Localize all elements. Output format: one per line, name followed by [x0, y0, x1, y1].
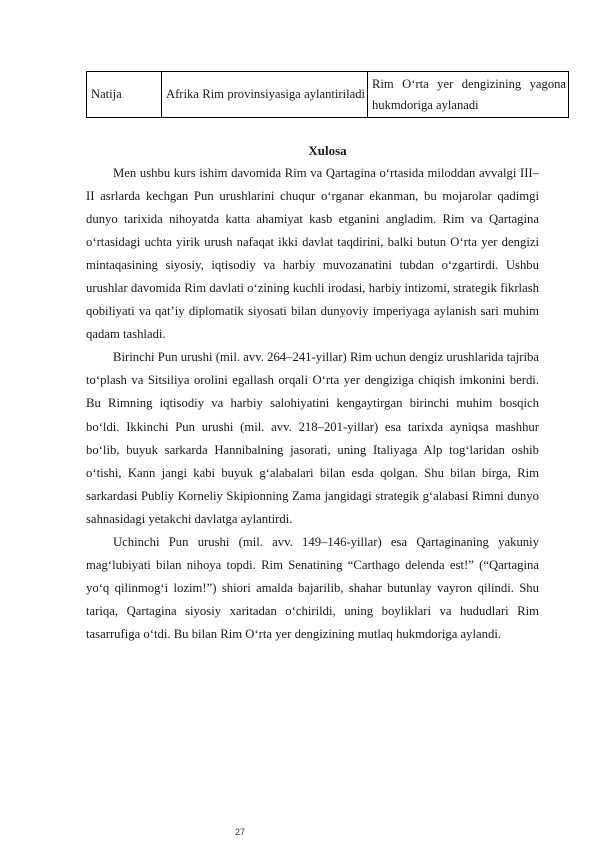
table-row — [87, 72, 569, 118]
paragraph-1: Men ushbu kurs ishim davomida Rim va Qartagina o‘rtasida miloddan avvalgi III–II asrlarda kechgan Pun urushlarini chuqur o‘rganar ekanman, bu mojarolar qadimgi dunyo tarixida nihoyatda katta ahamiyat kasb etganini angladim. Rim va Qartagina o‘rtasidagi uchta yirik urush nafaqat ikki davlat taqdirini, balki butun O‘rta yer dengizi mintaqasining siyosiy, iqtisodiy va harbiy muvozanatini tubdan o‘zgartirdi. Ushbu urushlar davomida Rim davlati o‘zining kuchli irodasi, harbiy intizomi, strategik fikrlash qobiliyati va qat’iy diplomatik siyosati bilan dunyoviy imperiyaga aylanish sari muhim qadam tashladi. — [86, 166, 539, 342]
comparison-table-row — [86, 71, 569, 118]
paragraph-2: Birinchi Pun urushi (mil. avv. 264–241-yillar) Rim uchun dengiz urushlarida tajriba to‘plash va Sitsiliya orolini egallash orqali O‘rta yer dengiziga chiqish imkonini berdi. Bu Rimning iqtisodiy va harbiy salohiyatini kengaytirgan birinchi muhim bosqich bo‘ldi. Ikkinchi Pun urushi (mil. avv. 218–201-yillar) esa tarixda ayniqsa mashhur bo‘lib, buyuk sarkarda Hannibalning jasorati, uning Italiyaga Alp tog‘laridan oshib o‘tishi, Kann jangi kabi buyuk g‘alabalari bilan esda qolgan. Shu bilan birga, Rim sarkardasi Publiy Korneliy Skipionning Zama jangidagi strategik g‘alabasi Rimni dunyo sahnasidagi yetakchi davlatga aylantirdi. — [86, 350, 539, 526]
body-text — [86, 162, 539, 646]
table-cell-rome-result: Rim O‘rta yer dengizining yagona hukmdoriga aylanadi — [368, 72, 569, 118]
table-row-label: Natija — [87, 72, 162, 118]
page-number: 27 — [234, 827, 245, 837]
paragraph-3: Uchinchi Pun urushi (mil. avv. 149–146-yillar) esa Qartaginaning yakuniy mag‘lubiyati bilan nihoya topdi. Rim Senatining “Carthago delenda est!” (“Qartagina yo‘q qilinmog‘i lozim!”) shiori amalda bajarilib, shahar butunlay vayron qilindi. Shu tariqa, Qartagina siyosiy xaritadan o‘chirildi, uning boyliklari va hududlari Rim tasarrufiga o‘tdi. Bu bilan Rim O‘rta yer dengizining mutlaq hukmdoriga aylandi. — [86, 534, 539, 641]
table-cell-carthage-result: Afrika Rim provinsiyasiga aylantiriladi — [162, 72, 368, 118]
section-heading: Xulosa — [308, 143, 347, 158]
